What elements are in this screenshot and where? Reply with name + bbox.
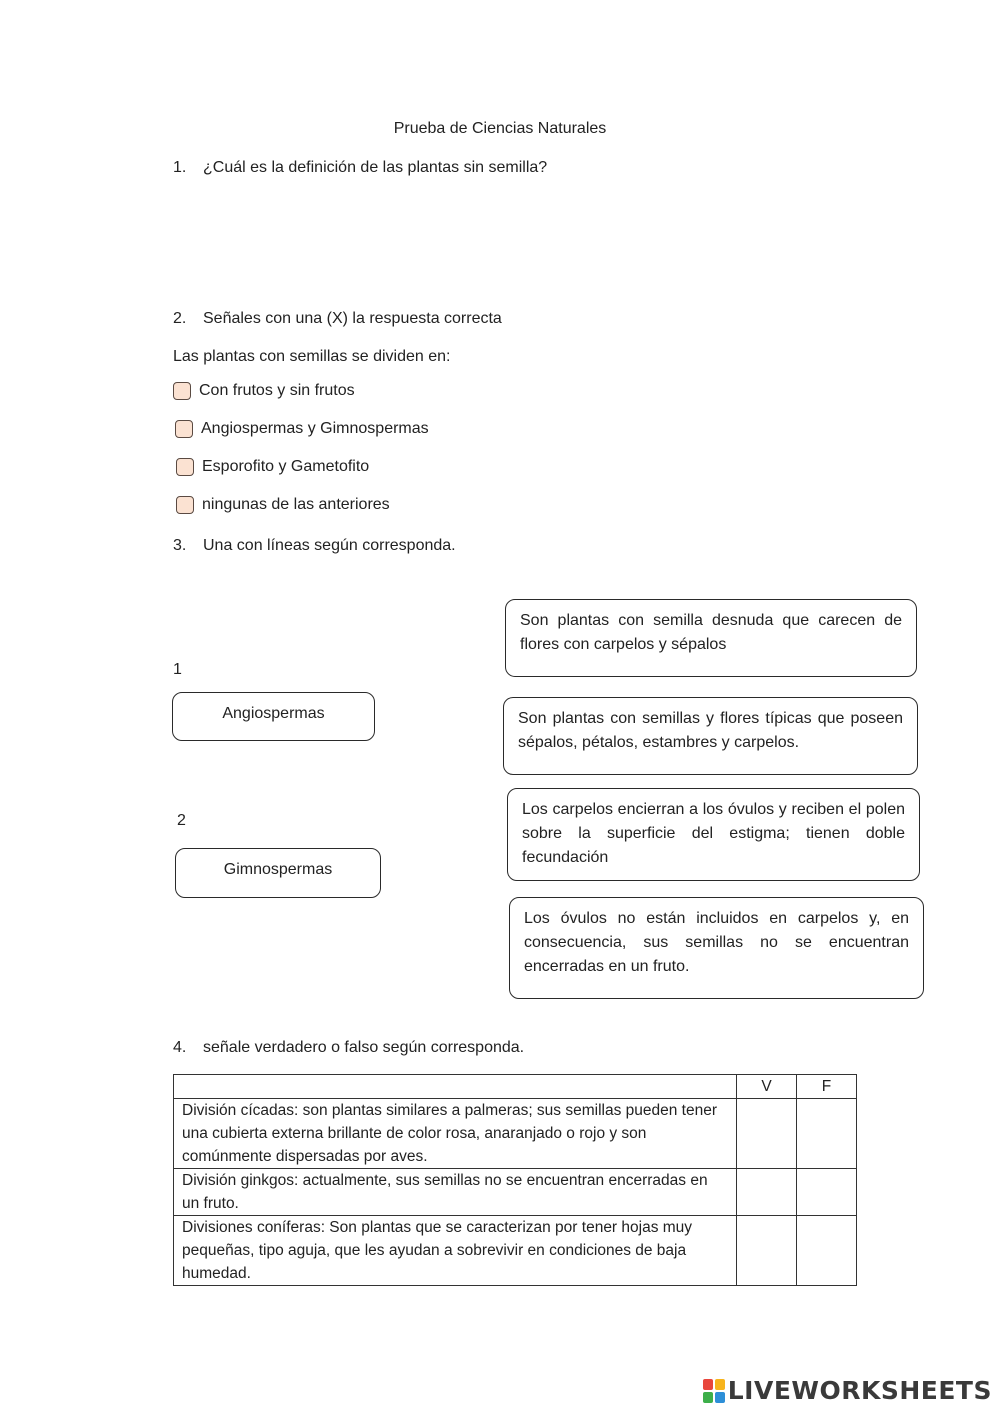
false-answer-cell[interactable] — [797, 1216, 857, 1286]
logo-text: LIVEWORKSHEETS — [727, 1376, 992, 1405]
logo-square — [703, 1379, 713, 1390]
definition-box[interactable] — [503, 697, 918, 775]
definition-text: Son plantas con semillas y flores típicas que poseen sépalos, pétalos, estambres y carpelos. — [518, 710, 903, 751]
question-1 — [173, 159, 547, 177]
definition-text: Los carpelos encierran a los óvulos y reciben el polen sobre la superficie del estigma; tienen doble fecundación — [522, 801, 905, 866]
true-answer-cell[interactable] — [737, 1099, 797, 1169]
logo-square — [715, 1392, 725, 1403]
definition-box[interactable] — [505, 599, 917, 677]
question-2 — [173, 310, 502, 328]
question-3 — [173, 537, 456, 555]
term-box-angiospermas[interactable] — [172, 692, 375, 741]
checkbox[interactable] — [176, 458, 194, 476]
option-label: Angiospermas y Gimnospermas — [201, 420, 429, 437]
false-answer-cell[interactable] — [797, 1099, 857, 1169]
definition-box[interactable] — [507, 788, 920, 881]
question-number: 2. — [173, 310, 187, 327]
checkbox[interactable] — [175, 420, 193, 438]
item-number: 2 — [177, 812, 186, 829]
false-answer-cell[interactable] — [797, 1169, 857, 1216]
option-label: Esporofito y Gametofito — [202, 458, 370, 475]
term-label: Angiospermas — [222, 705, 325, 722]
option-1[interactable] — [173, 382, 355, 400]
liveworksheets-logo — [703, 1376, 992, 1405]
question-number: 1. — [173, 159, 187, 176]
question-text: Señales con una (X) la respuesta correcta — [203, 310, 502, 327]
statement-cell: División ginkgos: actualmente, sus semillas no se encuentran encerradas en un fruto. — [174, 1169, 737, 1216]
table-header-row — [174, 1075, 857, 1099]
definition-box[interactable] — [509, 897, 924, 999]
option-label: Con frutos y sin frutos — [199, 382, 355, 399]
header-v: V — [737, 1075, 797, 1099]
checkbox[interactable] — [173, 382, 191, 400]
checkbox[interactable] — [176, 496, 194, 514]
header-f: F — [797, 1075, 857, 1099]
term-label: Gimnospermas — [223, 861, 333, 878]
option-4[interactable] — [176, 496, 390, 514]
definition-text: Los óvulos no están incluidos en carpelos y, en consecuencia, sus semillas no se encuentran encerradas en un fruto. — [524, 910, 909, 975]
question-text: ¿Cuál es la definición de las plantas sin semilla? — [203, 159, 548, 176]
header-statement — [174, 1075, 737, 1099]
table-row — [174, 1216, 857, 1286]
true-false-table — [173, 1074, 857, 1286]
option-label: ningunas de las anteriores — [202, 496, 390, 513]
question-4 — [173, 1039, 524, 1057]
item-number: 1 — [173, 661, 182, 678]
statement-cell: Divisiones coníferas: Son plantas que se caracterizan por tener hojas muy pequeñas, tipo aguja, que les ayudan a sobrevivir en condiciones de baja humedad. — [174, 1216, 737, 1286]
definition-text: Son plantas con semilla desnuda que carecen de flores con carpelos y sépalos — [520, 612, 902, 653]
true-answer-cell[interactable] — [737, 1216, 797, 1286]
question-2-prompt: Las plantas con semillas se dividen en: — [173, 348, 451, 365]
table-row — [174, 1099, 857, 1169]
table-row — [174, 1169, 857, 1216]
true-answer-cell[interactable] — [737, 1169, 797, 1216]
page-title: Prueba de Ciencias Naturales — [393, 120, 607, 137]
logo-square — [703, 1392, 713, 1403]
question-number: 4. — [173, 1039, 187, 1056]
question-number: 3. — [173, 537, 187, 554]
option-3[interactable] — [176, 458, 369, 476]
option-2[interactable] — [175, 420, 429, 438]
statement-cell: División cícadas: son plantas similares a palmeras; sus semillas pueden tener una cubierta externa brillante de color rosa, anaranjado o rojo y son comúnmente dispersadas por aves. — [174, 1099, 737, 1169]
question-text: señale verdadero o falso según corresponda. — [203, 1039, 525, 1056]
logo-icon — [703, 1379, 725, 1403]
question-text: Una con líneas según corresponda. — [203, 537, 456, 554]
term-box-gimnospermas[interactable] — [175, 848, 381, 898]
logo-square — [715, 1379, 725, 1390]
